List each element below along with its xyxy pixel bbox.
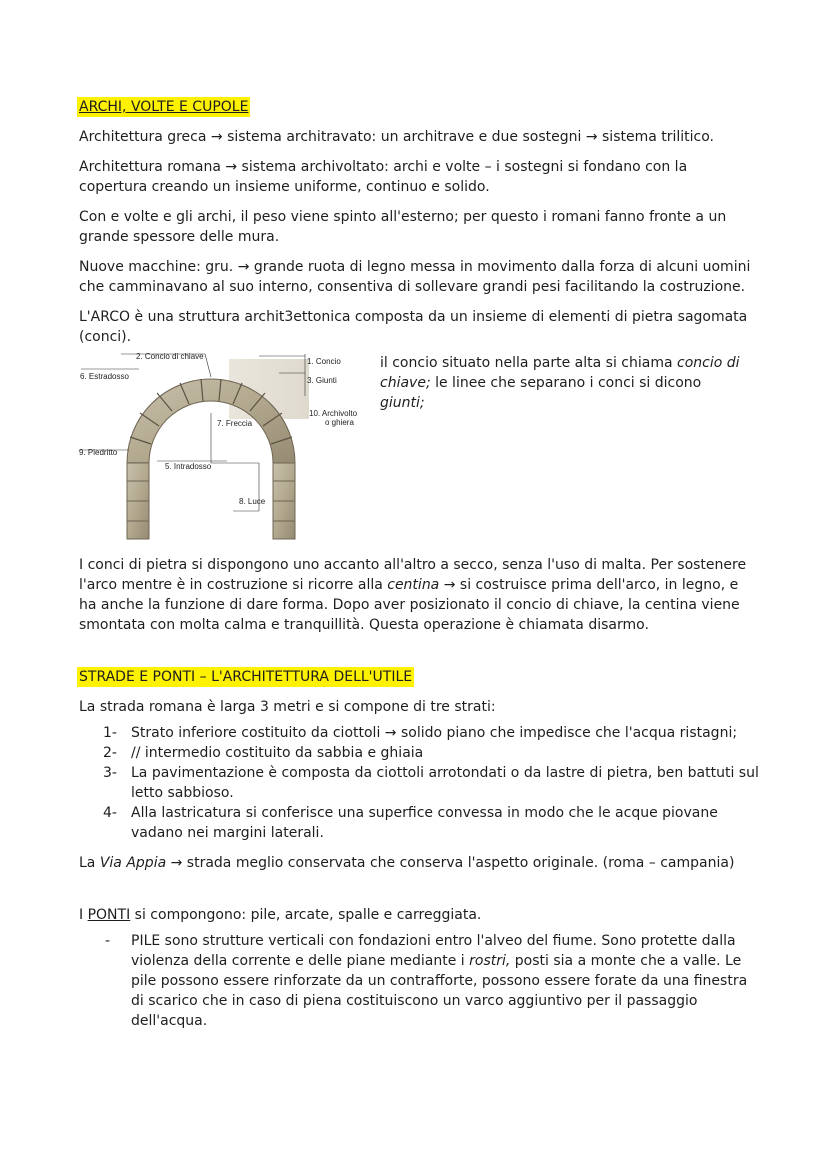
label-piedritto: 9. Piedritto (79, 448, 118, 457)
section-heading-strade (79, 667, 759, 687)
label-ghiera: o ghiera (325, 418, 354, 427)
label-luce: 8. Luce (239, 497, 266, 506)
paragraph-conci-centina (79, 555, 759, 635)
label-estradosso: 6. Estradosso (80, 372, 129, 381)
spacer (79, 883, 759, 905)
ponti-list (103, 931, 759, 1031)
list-item: 3- La pavimentazione è composta da ciottoli arrotondati o da lastre di pietra, ben battuti sul letto sabbioso. (103, 765, 759, 801)
paragraph-strada-romana: La strada romana è larga 3 metri e si compone di tre strati: (79, 699, 496, 715)
term-centina: centina (387, 577, 440, 593)
label-intradosso: 5. Intradosso (165, 462, 212, 471)
term-ponti: PONTI (87, 907, 131, 923)
caption-term-concio-di-chiave: concio di chiave; (380, 355, 740, 391)
section-heading-archi (79, 97, 759, 117)
term-via-appia: Via Appia (99, 855, 167, 871)
paragraph-ponti: I PONTI si compongono: pile, arcate, spalle e carreggiata. (79, 907, 482, 923)
arch-caption (380, 353, 750, 413)
term-rostri: rostri, (469, 953, 511, 969)
caption-text-1: il concio situato nella parte alta si chiama (380, 355, 677, 371)
list-item: 1- Strato inferiore costituito da ciottoli → solido piano che impedisce che l'acqua ristagni; (103, 725, 738, 741)
spacer (79, 645, 759, 667)
paragraph-nuove-macchine: Nuove macchine: gru. → grande ruota di legno messa in movimento dalla forza di alcuni uomini che camminavano al suo interno, consentiva di sollevare grandi pesi facilitando la costruzione. (79, 259, 751, 295)
paragraph-via-appia: La Via Appia → strada meglio conservata che conserva l'aspetto originale. (roma – campania) (79, 855, 735, 871)
list-item: - PILE sono strutture verticali con fondazioni entro l'alveo del fiume. Sono protette dalla violenza della corrente e delle piane mediante i rostri, posti sia a monte che a valle. Le pile possono essere rinforzate da un contrafforte, possono essere forate da una finestra di scarico che in caso di piena costituiscono un varco aggiuntivo per il passaggio dell'acqua. (105, 933, 748, 1029)
paragraph-architettura-romana: Architettura romana → sistema archivoltato: archi e volte – i sostegni si fondano con la copertura creando un insieme uniforme, continuo e solido. (79, 159, 688, 195)
caption-text-2: le linee che separano i conci si dicono (430, 375, 702, 391)
caption-term-giunti: giunti; (380, 395, 425, 411)
strata-list (103, 723, 759, 843)
paragraph-architettura-greca: Architettura greca → sistema architravato: un architrave e due sostegni → sistema trilitico. (79, 129, 715, 145)
paragraph-arco-definizione: L'ARCO è una struttura archit3ettonica composta da un insieme di elementi di pietra sagomata (conci). (79, 309, 748, 345)
label-concio: 1. Concio (307, 357, 341, 366)
centina-text-1: I conci di pietra si dispongono uno accanto all'altro a secco, senza l'uso di malta. Per sostenere l'arco mentre è in costruzione si ricorre alla (79, 557, 747, 593)
heading-archi-volte-cupole: ARCHI, VOLTE E CUPOLE (79, 99, 249, 115)
paragraph-peso-mura: Con e volte e gli archi, il peso viene spinto all'esterno; per questo i romani fanno fronte a un grande spessore delle mura. (79, 209, 727, 245)
centina-text-2: → si costruisce prima dell'arco, in legno, e ha anche la funzione di dare forma. Dopo aver posizionato il concio di chiave, la centina viene smontata con molta calma e tranquillità. Questa operazione è chiamata disarmo. (79, 577, 740, 633)
document-page (79, 97, 759, 1041)
pier-joints (127, 481, 295, 521)
heading-strade-e-ponti: STRADE E PONTI – L'ARCHITETTURA DELL'UTILE (79, 669, 413, 685)
label-giunti: 3. Giunti (307, 376, 337, 385)
arch-figure-row (79, 351, 759, 541)
list-item: 4- Alla lastricatura si conferisce una superfice convessa in modo che le acque piovane vadano nei margini laterali. (103, 805, 718, 841)
label-concio-di-chiave: 2. Concio di chiave (136, 352, 204, 361)
arch-diagram (79, 351, 371, 541)
list-item: 2- // intermedio costituito da sabbia e ghiaia (103, 745, 424, 761)
label-freccia: 7. Freccia (217, 419, 253, 428)
arch-diagram-svg (79, 351, 371, 541)
label-archivolto: 10. Archivolto (309, 409, 358, 418)
